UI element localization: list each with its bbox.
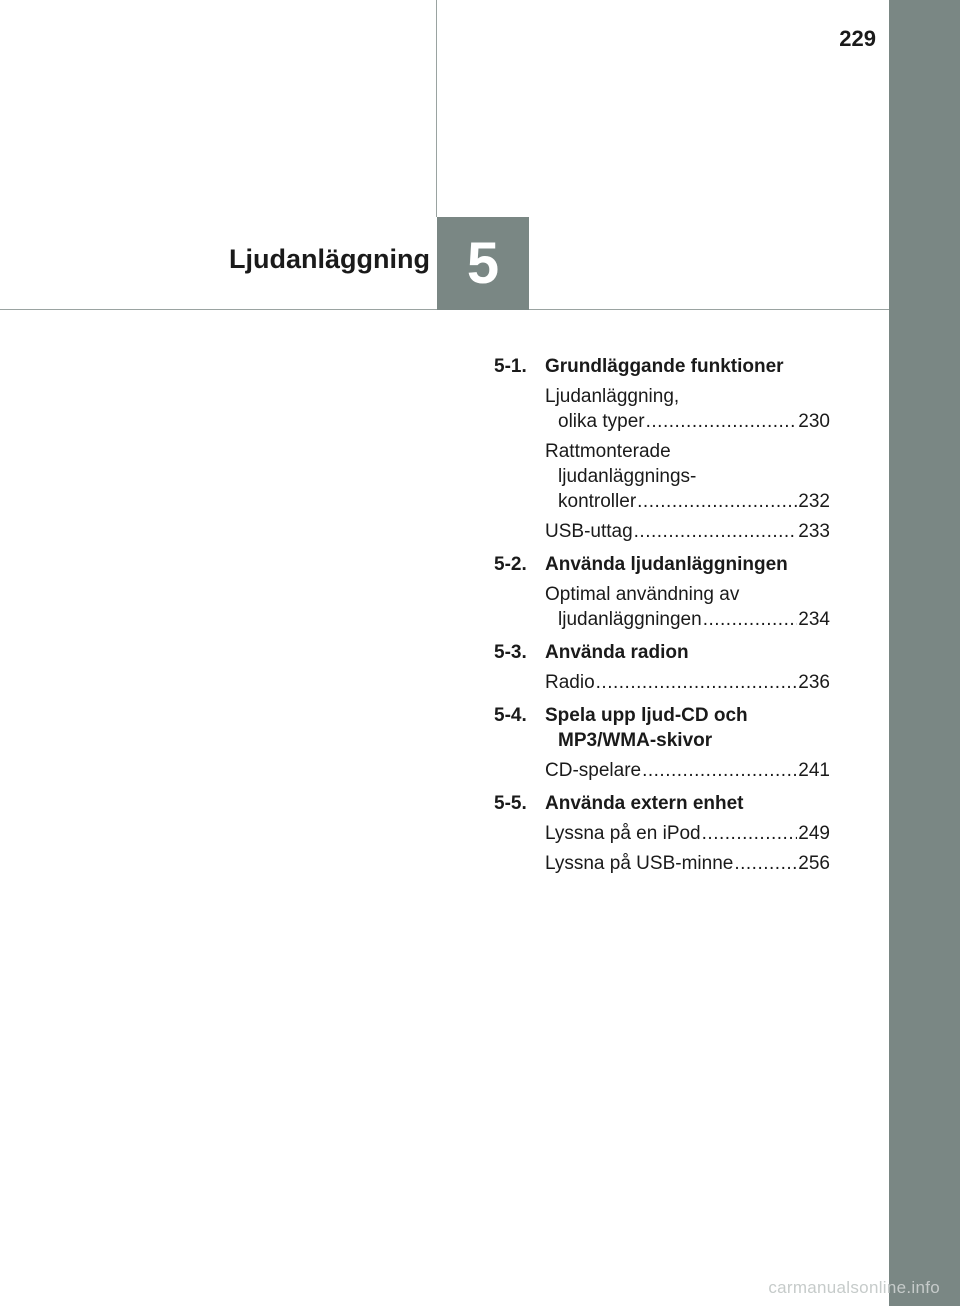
table-of-contents [494, 354, 830, 876]
entry-last-line [545, 519, 830, 544]
entry-page-number: 232 [798, 491, 830, 512]
entry-title-line: USB-uttag [545, 521, 633, 542]
entry-page-number: 236 [798, 672, 830, 693]
entry-last-line [545, 851, 830, 876]
entry-last-line [545, 758, 830, 783]
toc-entry[interactable] [545, 851, 830, 876]
section-title: Grundläggande funktioner [545, 356, 784, 377]
entry-last-line [545, 489, 830, 514]
section-title: Använda extern enhet [545, 793, 744, 814]
toc-entry[interactable] [545, 384, 830, 434]
chapter-number-box: 5 [437, 217, 529, 310]
entry-title-line: Lyssna på en iPod [545, 823, 701, 844]
section-number: 5-4. [494, 705, 527, 726]
entry-page-number: 256 [798, 853, 830, 874]
entry-page-number: 234 [798, 609, 830, 630]
entry-title-line: ljudanläggningen [558, 609, 702, 630]
dot-leader [734, 851, 797, 876]
entry-title-line: Lyssna på USB-minne [545, 853, 734, 874]
entry-title-line: CD-spelare [545, 760, 642, 781]
toc-entry[interactable] [545, 670, 830, 695]
entry-last-line [545, 821, 830, 846]
chapter-side-band [889, 0, 960, 1306]
entry-title-line: olika typer [558, 411, 645, 432]
toc-entry[interactable] [545, 758, 830, 783]
section-title: Använda ljudanläggningen [545, 554, 788, 575]
dot-leader [642, 758, 797, 783]
entry-title-line: Ljudanläggning, [545, 386, 680, 407]
entry-page-number: 249 [798, 823, 830, 844]
dot-leader [646, 409, 798, 434]
entry-title-line: ljudanläggnings- [558, 466, 697, 487]
toc-entry[interactable] [545, 439, 830, 514]
section-title: Spela upp ljud-CD och MP3/WMA-skivor [545, 705, 748, 751]
dot-leader [596, 670, 798, 695]
toc-section-heading[interactable] [494, 354, 830, 379]
dot-leader [702, 821, 798, 846]
entry-last-line [545, 670, 830, 695]
entry-title-line: kontroller [558, 491, 637, 512]
toc-section-heading[interactable] [494, 552, 830, 577]
entry-last-line [545, 409, 830, 434]
entry-last-line [545, 607, 830, 632]
dot-leader [703, 607, 798, 632]
chapter-title: Ljudanläggning [229, 244, 430, 274]
toc-entry[interactable] [545, 519, 830, 544]
page-number: 229 [839, 26, 876, 51]
watermark: carmanualsonline.info [768, 1278, 940, 1297]
vertical-rule [436, 0, 437, 217]
section-number: 5-2. [494, 554, 527, 575]
entry-page-number: 233 [798, 521, 830, 542]
section-number: 5-1. [494, 356, 527, 377]
toc-section-heading[interactable] [494, 791, 830, 816]
entry-title-line: Optimal användning av [545, 584, 740, 605]
toc-entry[interactable] [545, 582, 830, 632]
entry-page-number: 241 [798, 760, 830, 781]
dot-leader [634, 519, 798, 544]
entry-page-number: 230 [798, 411, 830, 432]
toc-section-heading[interactable] [494, 703, 830, 753]
toc-section-heading[interactable] [494, 640, 830, 665]
section-number: 5-5. [494, 793, 527, 814]
toc-entry[interactable] [545, 821, 830, 846]
entry-title-line: Radio [545, 672, 595, 693]
section-number: 5-3. [494, 642, 527, 663]
entry-title-line: Rattmonterade [545, 441, 671, 462]
section-title: Använda radion [545, 642, 689, 663]
dot-leader [637, 489, 797, 514]
